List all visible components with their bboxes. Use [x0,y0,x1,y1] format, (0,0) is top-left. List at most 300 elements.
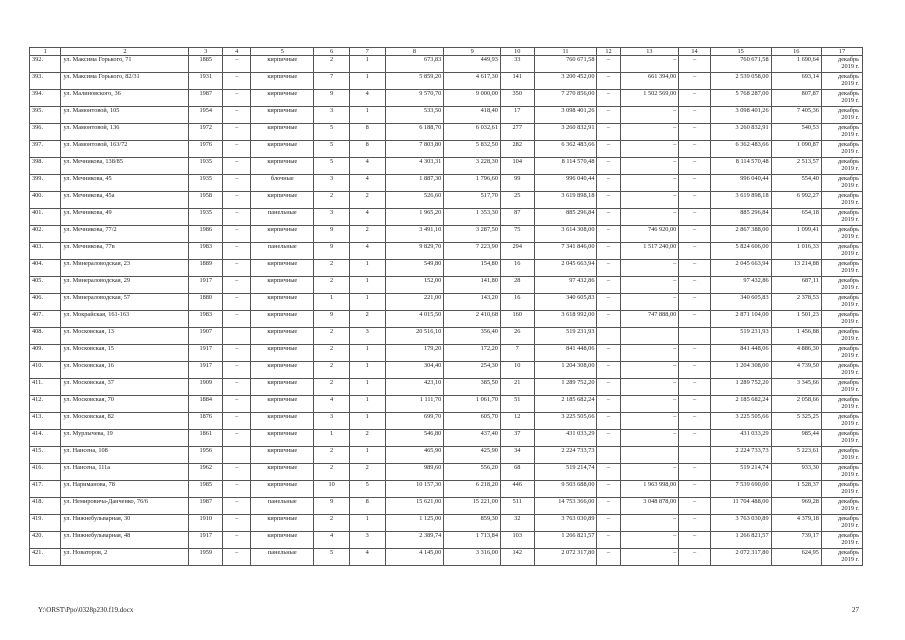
table-cell: 465,90 [385,447,444,464]
table-cell: 1 517 240,00 [620,243,679,260]
table-cell: 412. [30,396,61,413]
table-cell: – [620,362,679,379]
table-cell: 1983 [189,311,223,328]
table-cell: 746 920,00 [620,226,679,243]
table-cell: – [679,90,710,107]
table-cell: 1954 [189,107,223,124]
table-cell: 1987 [189,498,223,515]
table-cell: декабрь 2019 г. [821,447,862,464]
table-cell: – [597,498,620,515]
table-cell: 3 [314,107,350,124]
table-cell: 425,90 [444,447,501,464]
table-cell: 4 [349,549,385,566]
table-row [30,328,863,345]
table-cell: декабрь 2019 г. [821,464,862,481]
table-cell: декабрь 2019 г. [821,328,862,345]
table-cell: декабрь 2019 г. [821,56,862,73]
table-cell: 12 [500,413,534,430]
table-cell: декабрь 2019 г. [821,124,862,141]
table-cell: 356,40 [444,328,501,345]
table-cell: 3 225 505,66 [710,413,771,430]
table-row [30,498,863,515]
table-cell: – [597,413,620,430]
table-cell: 3 098 401,26 [710,107,771,124]
table-cell: – [679,498,710,515]
table-cell: 141 [500,73,534,90]
table-cell: 5 [314,158,350,175]
table-cell: 885 296,84 [710,209,771,226]
table-cell: 401. [30,209,61,226]
table-cell: 2 [314,379,350,396]
table-cell: ул. Нансена, 108 [61,447,189,464]
table-cell: 699,70 [385,413,444,430]
table-cell: 6 032,61 [444,124,501,141]
table-cell: 282 [500,141,534,158]
table-cell [223,447,251,464]
table-cell: 2 410,68 [444,311,501,328]
table-cell: 97 432,86 [534,277,597,294]
table-cell [679,328,710,345]
column-header: 8 [385,48,444,56]
table-row [30,141,863,158]
table-cell: 3 228,30 [444,158,501,175]
table-cell: 2 378,53 [771,294,821,311]
table-cell: 3 491,10 [385,226,444,243]
column-header: 1 [30,48,61,56]
table-cell: ул. Московская, 37 [61,379,189,396]
table-cell: декабрь 2019 г. [821,158,862,175]
table-cell: – [223,226,251,243]
table-cell: 10 157,30 [385,481,444,498]
table-cell: 1 963 998,00 [620,481,679,498]
table-cell: кирпичные [251,124,314,141]
table-cell [679,447,710,464]
table-cell: 1 266 821,57 [710,532,771,549]
table-cell: 673,83 [385,56,444,73]
table-cell: 1 090,87 [771,141,821,158]
table-cell: – [223,192,251,209]
table-cell: – [620,158,679,175]
table-row [30,175,863,192]
table-cell [620,328,679,345]
table-cell: 402. [30,226,61,243]
table-cell: декабрь 2019 г. [821,362,862,379]
table-cell: декабрь 2019 г. [821,107,862,124]
table-cell: кирпичные [251,413,314,430]
table-cell: 2 [349,464,385,481]
table-cell: – [679,175,710,192]
table-cell: 2 871 104,00 [710,311,771,328]
table-cell: – [223,124,251,141]
table-cell: 517,70 [444,192,501,209]
table-cell: 152,00 [385,277,444,294]
table-cell: – [679,260,710,277]
table-cell: ул. Московская, 16 [61,362,189,379]
table-cell: – [223,532,251,549]
table-cell: 404. [30,260,61,277]
table-cell: – [597,396,620,413]
table-cell: 449,93 [444,56,501,73]
table-cell: 9 503 688,00 [534,481,597,498]
table-cell: – [597,430,620,447]
table-cell: 415. [30,447,61,464]
table-cell: 2 [314,277,350,294]
column-header: 7 [349,48,385,56]
table-cell: 2 185 682,24 [710,396,771,413]
table-cell: 221,00 [385,294,444,311]
table-cell: ул. Мечникова, 45 [61,175,189,192]
table-cell: 13 214,88 [771,260,821,277]
table-cell: 2 [314,362,350,379]
table-row [30,311,863,328]
table-cell: – [223,158,251,175]
table-cell [223,328,251,345]
table-row [30,430,863,447]
table-cell: 885 296,84 [534,209,597,226]
table-cell: 1935 [189,209,223,226]
table-cell: 2 [314,328,350,345]
table-cell: 2 [314,447,350,464]
table-cell: 399. [30,175,61,192]
column-header: 11 [534,48,597,56]
table-row [30,362,863,379]
table-cell: 3 287,50 [444,226,501,243]
table-row [30,532,863,549]
table-cell: 2 045 663,94 [710,260,771,277]
table-cell: 4 015,50 [385,311,444,328]
table-cell: 394. [30,90,61,107]
table-cell: 7 223,90 [444,243,501,260]
table-cell: 154,80 [444,260,501,277]
table-cell: 8 [349,124,385,141]
table-cell: 17 [500,107,534,124]
table-cell: ул. Мамонтовой, 136 [61,124,189,141]
table-row [30,515,863,532]
table-cell: 160 [500,311,534,328]
table-cell: 540,53 [771,124,821,141]
table-cell: 33 [500,56,534,73]
table-cell: 1 796,60 [444,175,501,192]
table-row [30,549,863,566]
table-cell: 6 218,20 [444,481,501,498]
table-cell: 409. [30,345,61,362]
table-row [30,73,863,90]
table-cell: 5 [314,141,350,158]
table-cell: 807,87 [771,90,821,107]
table-cell: 1 [349,362,385,379]
table-cell: 7 405,36 [771,107,821,124]
table-cell: 556,20 [444,464,501,481]
table-cell: 546,80 [385,430,444,447]
table-cell: 5 768 287,00 [710,90,771,107]
table-cell: – [223,209,251,226]
table-cell: – [597,345,620,362]
table-cell: декабрь 2019 г. [821,532,862,549]
table-cell: 1 [349,413,385,430]
table-cell: декабрь 2019 г. [821,549,862,566]
table-cell: – [620,277,679,294]
table-cell: кирпичные [251,90,314,107]
table-cell: 9 829,70 [385,243,444,260]
table-cell: 3 098 401,26 [534,107,597,124]
table-cell: 1 289 752,20 [710,379,771,396]
column-header: 12 [597,48,620,56]
table-cell: декабрь 2019 г. [821,294,862,311]
table-cell: – [679,396,710,413]
table-cell: декабрь 2019 г. [821,498,862,515]
table-cell: 5 824 606,00 [710,243,771,260]
table-body [30,56,863,566]
table-cell: – [620,209,679,226]
table-cell: 3 614 308,00 [534,226,597,243]
table-cell: – [679,277,710,294]
table-cell: 1 289 752,20 [534,379,597,396]
table-cell: 420. [30,532,61,549]
table-cell: – [223,141,251,158]
table-cell: – [223,175,251,192]
table-cell: 1956 [189,447,223,464]
table-row [30,260,863,277]
table-cell: 14 753 366,00 [534,498,597,515]
table-cell: 15 621,00 [385,498,444,515]
table-cell: кирпичные [251,430,314,447]
table-cell: 3 [314,209,350,226]
table-cell: 3 260 832,91 [710,124,771,141]
column-header: 14 [679,48,710,56]
table-cell: 97 432,86 [710,277,771,294]
table-cell: – [620,124,679,141]
table-row [30,345,863,362]
table-cell: – [223,396,251,413]
table-cell: – [620,413,679,430]
table-cell: 4 [314,532,350,549]
table-cell: 403. [30,243,61,260]
table-cell: 446 [500,481,534,498]
table-cell: 34 [500,447,534,464]
table-cell: декабрь 2019 г. [821,396,862,413]
table-cell: 1917 [189,277,223,294]
table-cell: 1917 [189,345,223,362]
table-cell: – [679,243,710,260]
table-cell: – [620,430,679,447]
table-cell: 1 266 821,57 [534,532,597,549]
table-cell: 419. [30,515,61,532]
column-header: 9 [444,48,501,56]
table-cell: ул. Московская, 15 [61,345,189,362]
table-cell: ул. Московская, 70 [61,396,189,413]
table-cell: декабрь 2019 г. [821,192,862,209]
table-cell: ул. Минераловодская, 23 [61,260,189,277]
table-cell: декабрь 2019 г. [821,73,862,90]
table-cell: кирпичные [251,447,314,464]
table-cell: 3 [314,413,350,430]
table-cell: 431 033,29 [710,430,771,447]
table-cell: 400. [30,192,61,209]
table-cell: кирпичные [251,464,314,481]
table-cell: – [597,226,620,243]
table-cell: 15 221,00 [444,498,501,515]
table-cell: 294 [500,243,534,260]
table-cell: 1 456,88 [771,328,821,345]
table-cell: – [597,141,620,158]
table-cell: – [620,260,679,277]
table-cell: – [597,107,620,124]
document-path: Y:\ORST\Ppo\0328p230.f19.docx [38,606,134,614]
table-cell: – [597,294,620,311]
table-cell: 933,30 [771,464,821,481]
table-cell: панельные [251,498,314,515]
table-cell: 4 379,18 [771,515,821,532]
table-cell: 392. [30,56,61,73]
table-cell: – [597,379,620,396]
column-header: 16 [771,48,821,56]
table-cell: – [620,345,679,362]
table-cell: 416. [30,464,61,481]
table-cell: 9 570,70 [385,90,444,107]
table-cell: 421. [30,549,61,566]
table-cell: ул. Мокрайская, 161-163 [61,311,189,328]
table-cell: 3 316,00 [444,549,501,566]
table-cell: 141,80 [444,277,501,294]
table-cell: 5 325,25 [771,413,821,430]
table-cell: – [679,226,710,243]
table-cell: декабрь 2019 г. [821,175,862,192]
table-cell: – [679,56,710,73]
table-cell: 4 [349,158,385,175]
table-cell: – [679,430,710,447]
table-cell: 2 224 733,73 [534,447,597,464]
table-cell: 519 214,74 [710,464,771,481]
table-cell: декабрь 2019 г. [821,243,862,260]
table-cell: – [679,413,710,430]
table-cell: 21 [500,379,534,396]
table-cell: – [223,430,251,447]
table-cell: 1972 [189,124,223,141]
table-cell: 1 501,23 [771,311,821,328]
table-cell: ул. Минераловодская, 29 [61,277,189,294]
table-cell: 624,95 [771,549,821,566]
table-cell: кирпичные [251,141,314,158]
table-cell: 511 [500,498,534,515]
table-cell: – [223,464,251,481]
table-cell: 1861 [189,430,223,447]
table-cell: – [679,515,710,532]
table-cell: 4 617,30 [444,73,501,90]
table-cell: 8 114 570,48 [710,158,771,175]
table-cell: ул. Новаторов, 2 [61,549,189,566]
table-cell: 519 214,74 [534,464,597,481]
table-cell: ул. Нижнебульварная, 30 [61,515,189,532]
table-cell: 1987 [189,90,223,107]
table-cell: 26 [500,328,534,345]
table-cell: 1 [314,430,350,447]
table-cell: – [223,107,251,124]
table-cell: 739,17 [771,532,821,549]
table-cell: кирпичные [251,396,314,413]
table-cell: ул. Мечникова, 138/85 [61,158,189,175]
table-cell: – [597,243,620,260]
table-cell: декабрь 2019 г. [821,379,862,396]
table-cell: 11 704 488,00 [710,498,771,515]
table-cell: 1 [349,447,385,464]
table-cell: 3 [314,175,350,192]
table-cell: – [223,498,251,515]
table-cell: 405. [30,277,61,294]
table-row [30,124,863,141]
table-cell: 396. [30,124,61,141]
table-cell: кирпичные [251,481,314,498]
table-cell: 2 867 388,00 [710,226,771,243]
table-cell: 3 [349,532,385,549]
table-cell: 2 [314,345,350,362]
table-row [30,294,863,311]
table-cell: 1 887,30 [385,175,444,192]
table-cell: 104 [500,158,534,175]
table-cell: 423,10 [385,379,444,396]
table-cell: 2 [349,192,385,209]
column-header: 17 [821,48,862,56]
table-cell: 1885 [189,56,223,73]
table-cell: – [620,107,679,124]
table-cell: ул. Мамонтовой, 163/72 [61,141,189,158]
table-cell: 4 739,50 [771,362,821,379]
table-cell: 9 [314,243,350,260]
table-cell: 7 341 846,00 [534,243,597,260]
table-cell: 4 [349,209,385,226]
table-cell: кирпичные [251,328,314,345]
table-cell: 437,40 [444,430,501,447]
table-cell: декабрь 2019 г. [821,515,862,532]
table-cell: 1958 [189,192,223,209]
table-cell: 51 [500,396,534,413]
table-cell: – [597,90,620,107]
table-cell: – [223,243,251,260]
table-cell: 4 886,30 [771,345,821,362]
table-cell: – [679,124,710,141]
table-cell: декабрь 2019 г. [821,413,862,430]
table-cell: – [679,311,710,328]
table-cell: 687,11 [771,277,821,294]
table-cell: 2 072 317,80 [710,549,771,566]
table-row [30,379,863,396]
table-cell: 1 125,00 [385,515,444,532]
table-cell: 407. [30,311,61,328]
table-cell: 1889 [189,260,223,277]
table-cell: 5 [314,124,350,141]
table-cell: 1 204 308,00 [534,362,597,379]
table-cell: 9 [314,226,350,243]
table-cell: – [679,158,710,175]
table-cell: – [620,532,679,549]
table-cell: 1959 [189,549,223,566]
table-cell: 1910 [189,515,223,532]
table-row [30,90,863,107]
table-cell: 1 [349,345,385,362]
table-cell: 989,60 [385,464,444,481]
table-cell: панельные [251,549,314,566]
table-cell: 5 223,61 [771,447,821,464]
table-cell: декабрь 2019 г. [821,345,862,362]
table-cell: 1985 [189,481,223,498]
table-cell: – [597,192,620,209]
table-cell: 3 048 878,00 [620,498,679,515]
table-cell: – [679,209,710,226]
table-cell: 75 [500,226,534,243]
table-cell: – [620,294,679,311]
table-cell: – [597,277,620,294]
table-cell: 1 [349,107,385,124]
table-cell: 7 [500,345,534,362]
